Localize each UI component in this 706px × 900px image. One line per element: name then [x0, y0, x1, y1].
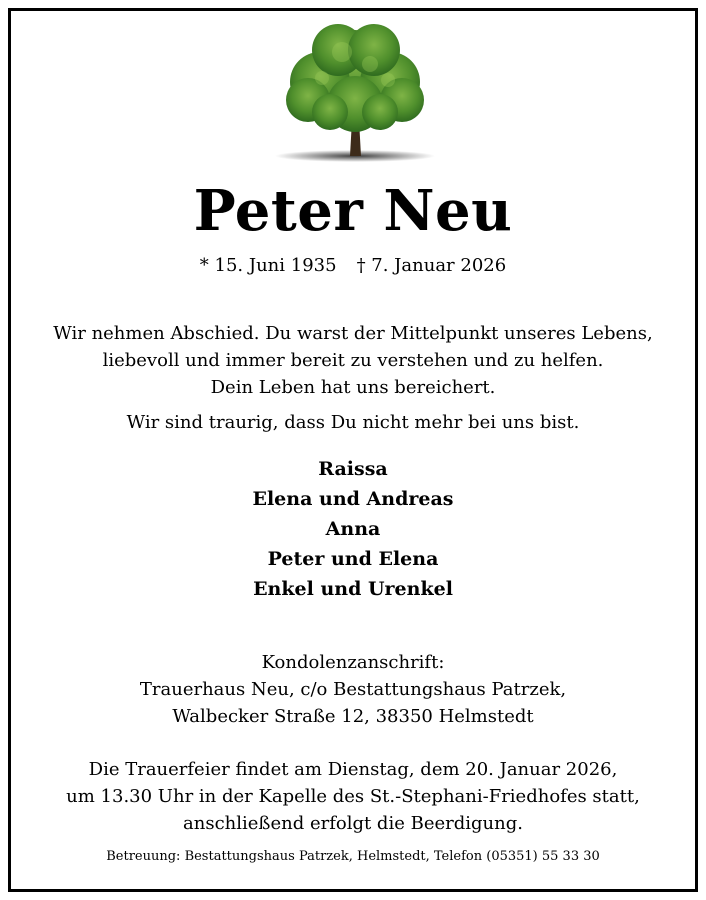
mourners-list: [0, 454, 706, 604]
ceremony-info: [0, 756, 706, 837]
mourner-name: Raissa: [318, 458, 388, 480]
mourner-name: Peter und Elena: [267, 548, 439, 570]
funeral-home-footer: Betreuung: Bestattungshaus Patrzek, Helmstedt, Telefon (05351) 55 33 30: [106, 849, 600, 864]
condolence-line: Walbecker Straße 12, 38350 Helmstedt: [172, 706, 534, 727]
mourner-name: Anna: [325, 518, 381, 540]
mourner-name: Enkel und Urenkel: [253, 578, 453, 600]
ceremony-line: Die Trauerfeier findet am Dienstag, dem 20. Januar 2026,: [88, 759, 618, 780]
sorrow-text: [0, 409, 706, 436]
farewell-text: [0, 320, 706, 401]
life-dates: [0, 252, 706, 280]
ceremony-line: um 13.30 Uhr in der Kapelle des St.-Stephani-Friedhofes statt,: [66, 786, 640, 807]
farewell-line: liebevoll und immer bereit zu verstehen und zu helfen.: [102, 350, 604, 371]
farewell-line: Dein Leben hat uns bereichert.: [210, 377, 496, 398]
tree-icon: [270, 20, 440, 170]
deceased-name: Peter Neu: [193, 178, 513, 244]
mourner-name: Elena und Andreas: [252, 488, 454, 510]
condolence-line: Trauerhaus Neu, c/o Bestattungshaus Patrzek,: [139, 679, 567, 700]
condolence-label: Kondolenzanschrift:: [261, 652, 445, 673]
sorrow-line: Wir sind traurig, dass Du nicht mehr bei uns bist.: [126, 412, 580, 433]
death-date: † 7. Januar 2026: [356, 255, 507, 276]
farewell-line: Wir nehmen Abschied. Du warst der Mittelpunkt unseres Lebens,: [53, 323, 653, 344]
birth-date: * 15. Juni 1935: [199, 255, 337, 276]
condolence-address: [0, 649, 706, 730]
ceremony-line: anschließend erfolgt die Beerdigung.: [183, 813, 523, 834]
